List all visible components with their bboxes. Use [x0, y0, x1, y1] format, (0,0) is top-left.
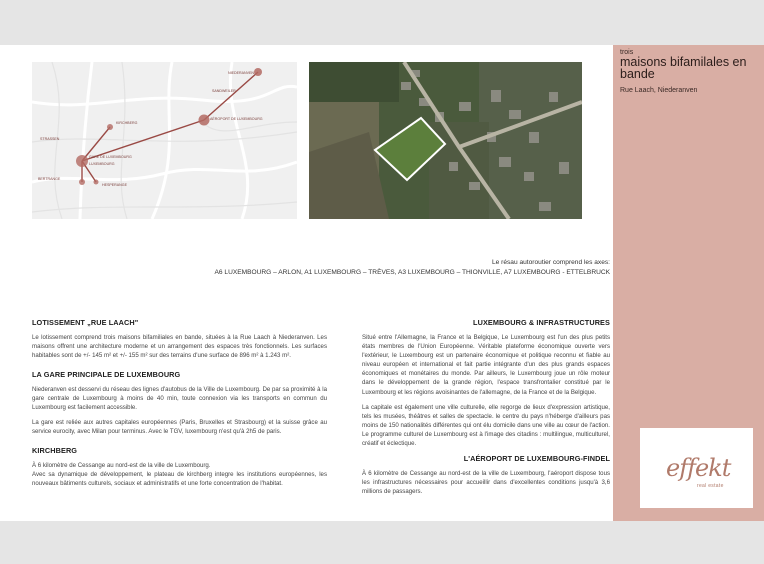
- map-label: AÉROPORT DE LUXEMBOURG: [210, 117, 263, 121]
- paragraph: Le lotissement comprend trois maisons bifamiliales en bande, situées à la Rue Laach à Niederanven. Les maisons offrent une architecture moderne et un arrangement des espaces très fonctionnels. Les surfaces habitables sont de +/- 145 m² et +/- 155 m² sur des terrains d'une surface de 896 m² à 1.243 m².: [32, 334, 327, 360]
- logo-tagline: real estate: [697, 483, 724, 489]
- location-map-graphic: [32, 62, 297, 219]
- map-label: STRASSEN: [40, 137, 60, 141]
- map-label: BERTRANGE: [38, 177, 61, 181]
- sidebar-title: maisons bifamilales en bande: [620, 55, 747, 81]
- road-caption-intro: Le résau autoroutier comprend les axes:: [491, 259, 610, 266]
- right-column: [362, 318, 610, 502]
- paragraph: Niederanven est desservi du réseau des lignes d'autobus de la Ville de Luxembourg. De par sa proximité à la gare centrale de Luxembourg à moins de 40 min, toute connexion via les transports en commun du Luxembourg est facilement accessible.: [32, 386, 327, 412]
- left-column: [32, 318, 327, 493]
- section-title-lotissement: LOTISSEMENT „RUE LAACH": [32, 318, 139, 327]
- map-label: KIRCHBERG: [116, 121, 138, 125]
- aerial-photo: [309, 62, 582, 219]
- logo: [640, 428, 753, 508]
- section-title-infrastructures: LUXEMBOURG & INFRASTRUCTURES: [473, 318, 610, 327]
- aerial-photo-graphic: [309, 62, 582, 219]
- road-caption-axes: A6 LUXEMBOURG – ARLON, A1 LUXEMBOURG – TRÈVES, A3 LUXEMBOURG – THIONVILLE, A7 LUXEMBOURG - ETTELBRUCK: [214, 269, 610, 276]
- map-label: HESPERANGE: [102, 183, 127, 187]
- section-title-gare: LA GARE PRINCIPALE DE LUXEMBOURG: [32, 370, 181, 380]
- location-map: [32, 62, 297, 219]
- paragraph: Avec sa dynamique de développement, le plateau de kirchberg integre les institutions européennes, les nouveaux bâtiments culturels, sociaux et administratifs et une forte concentration de l'habitat.: [32, 470, 327, 487]
- section-title-kirchberg: KIRCHBERG: [32, 445, 78, 455]
- section-title-aeroport: L'AÉROPORT DE LUXEMBOURG-FINDEL: [463, 454, 610, 464]
- paragraph: À 6 kilomètre de Cessange au nord-est de la ville de Luxembourg, l'aéroport dispose tous les infrastructures nécessaires pour accueillir dans d'excellentes conditions jusqu'à 3,6 millions de passagers.: [362, 470, 610, 496]
- map-label: LUXEMBOURG: [89, 162, 115, 166]
- logo-wordmark: effekt: [666, 454, 731, 482]
- map-label: NIEDERANVEN: [228, 71, 254, 75]
- paragraph: Situé entre l'Allemagne, la France et la Belgique, Le Luxembourg est l'un des plus petits états membres de l'Union Européenne. Véritable plateforme économique ouverte vers l'extérieur, le Luxembourg est un partenaire économique et politique reconnu et fiable au niveau européen et international et fait partie intégrante d'un des plus grands espaces économiques et monétaires du monde. Par ailleurs, le Luxembourg joue un rôle moteur dans le développement de la grande région, l'espace transfrontalier constitué par le Luxembourg et les régions avoisinantes de l'allemagne, de la France et de la Belgique.: [362, 334, 610, 396]
- map-label: SANDWEILER: [212, 89, 236, 93]
- paragraph: La gare est reliée aux autres capitales européennes (Paris, Bruxelles et Strasbourg) et la suisse grâce au service eurocity, avec Milan pour terminus. Avec le TGV, luxembourg n'est qu'à 2h5 de paris.: [32, 418, 327, 435]
- sidebar-location: Rue Laach, Niederanven: [620, 87, 698, 94]
- sidebar-kicker: trois: [620, 49, 634, 56]
- road-network-caption: [215, 258, 611, 278]
- map-label: GARE DE LUXEMBOURG: [89, 155, 132, 159]
- paragraph: La capitale est également une ville culturelle, elle regorge de lieux d'expression artistique, tels les musées, théâtres et salles de spectacle. le centre du pays n'héberge d'ailleurs pas moins de 150 nationalités différentes qui ont élu domicile dans une ville au cœur de l'action. Le programme culturel de Luxembourg est à l'image des citadins : multilingue, multiculturel, créatif et éclectique.: [362, 403, 610, 448]
- paragraph: À 6 kilomètre de Cessange au nord-est de la ville de Luxembourg.: [32, 461, 211, 469]
